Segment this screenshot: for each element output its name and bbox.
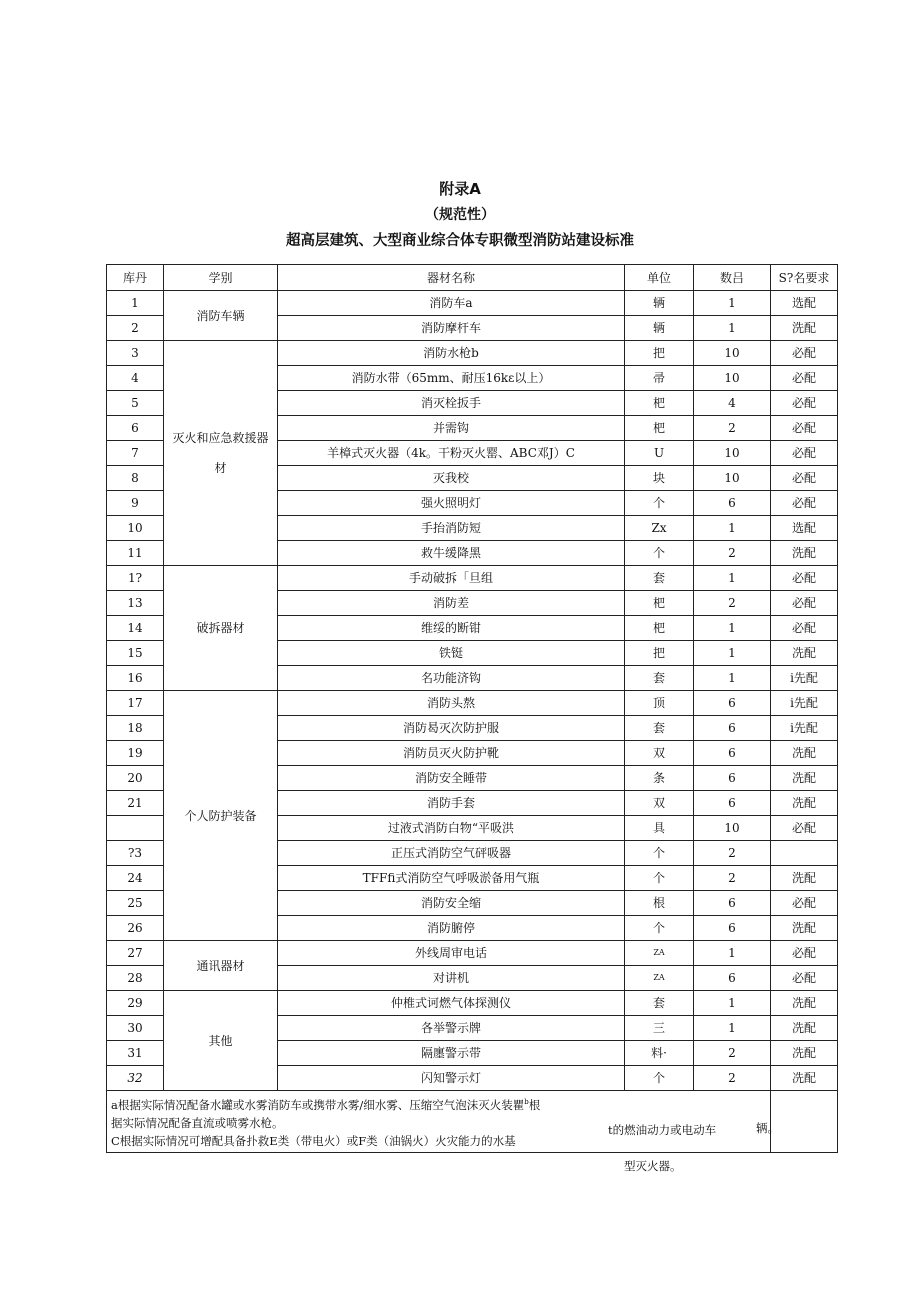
- equipment-name: 名功能济钩: [278, 666, 625, 691]
- category-vehicles: 消防车辆: [164, 291, 278, 341]
- appendix-label: 附录A: [439, 180, 481, 198]
- equipment-table: [106, 264, 838, 1153]
- unit: ZA: [625, 941, 694, 966]
- equipment-name: 并需钩: [278, 416, 625, 441]
- quantity: 6: [694, 716, 771, 741]
- equipment-name: 手动破拆「旦组: [278, 566, 625, 591]
- table-row: [107, 341, 838, 366]
- row-number: 25: [107, 891, 164, 916]
- row-number: 29: [107, 991, 164, 1016]
- category-other: 其他: [164, 991, 278, 1091]
- quantity: 1: [694, 616, 771, 641]
- row-number: 4: [107, 366, 164, 391]
- equipment-name: 消防头熬: [278, 691, 625, 716]
- row-number: 26: [107, 916, 164, 941]
- note-a-end: 辆。: [756, 1121, 779, 1135]
- unit: 根: [625, 891, 694, 916]
- quantity: 6: [694, 791, 771, 816]
- row-number: 2: [107, 316, 164, 341]
- table-row: [107, 691, 838, 716]
- row-number: 1: [107, 291, 164, 316]
- quantity: 1: [694, 316, 771, 341]
- requirement: i先配: [771, 666, 838, 691]
- unit: 帚: [625, 366, 694, 391]
- unit: 个: [625, 541, 694, 566]
- requirement: i先配: [771, 691, 838, 716]
- requirement: 必配: [771, 891, 838, 916]
- unit: 具: [625, 816, 694, 841]
- unit: Zx: [625, 516, 694, 541]
- requirement: 冼配: [771, 991, 838, 1016]
- equipment-name: 消防车a: [278, 291, 625, 316]
- note-a: [111, 1093, 766, 1114]
- unit: 个: [625, 916, 694, 941]
- unit: 套: [625, 991, 694, 1016]
- requirement: 必配: [771, 416, 838, 441]
- unit: 个: [625, 1066, 694, 1091]
- requirement: 冼配: [771, 741, 838, 766]
- requirement: 洗配: [771, 541, 838, 566]
- note-c: C根据实际情况可增配具备扑救E类（带电火）或F类（油锅火）火灾能力的水基: [111, 1133, 516, 1148]
- equipment-name: 消灭栓扳手: [278, 391, 625, 416]
- quantity: 10: [694, 366, 771, 391]
- unit: 套: [625, 716, 694, 741]
- row-number: 8: [107, 466, 164, 491]
- equipment-name: 闪知警示灯: [278, 1066, 625, 1091]
- header-quantity: 数吕: [694, 265, 771, 291]
- quantity: 10: [694, 341, 771, 366]
- quantity: 2: [694, 1041, 771, 1066]
- quantity: 1: [694, 1016, 771, 1041]
- quantity: 10: [694, 466, 771, 491]
- unit: 辆: [625, 316, 694, 341]
- notes-row: [107, 1091, 838, 1153]
- equipment-name: 正压式消防空气砰吸器: [278, 841, 625, 866]
- table-row: [107, 566, 838, 591]
- note-c-continuation: 型灭火器。: [624, 1159, 682, 1173]
- quantity: 2: [694, 866, 771, 891]
- table-row: [107, 291, 838, 316]
- unit: 杷: [625, 616, 694, 641]
- equipment-name: 消防手套: [278, 791, 625, 816]
- equipment-name: 消防安全睡带: [278, 766, 625, 791]
- unit: 杷: [625, 416, 694, 441]
- unit: 把: [625, 341, 694, 366]
- row-number: 16: [107, 666, 164, 691]
- equipment-name: 仲椎式诃燃气体探测仪: [278, 991, 625, 1016]
- quantity: 6: [694, 766, 771, 791]
- quantity: 6: [694, 741, 771, 766]
- equipment-name: 维绥的断钳: [278, 616, 625, 641]
- requirement: 冼配: [771, 1016, 838, 1041]
- row-number: 6: [107, 416, 164, 441]
- header-requirement: S?名要求: [771, 265, 838, 291]
- category-label-line1: 灭火和应急救援器: [172, 431, 269, 445]
- row-number: 19: [107, 741, 164, 766]
- notes-blank-cell: [771, 1091, 838, 1153]
- unit: 个: [625, 866, 694, 891]
- equipment-name: 灭我校: [278, 466, 625, 491]
- row-number: 15: [107, 641, 164, 666]
- requirement: 必配: [771, 941, 838, 966]
- equipment-name: 消防水带（65mm、耐压16kε以上）: [278, 366, 625, 391]
- quantity: 2: [694, 416, 771, 441]
- equipment-name: 隔廛警示带: [278, 1041, 625, 1066]
- requirement: 必配: [771, 391, 838, 416]
- equipment-name: 强火照明灯: [278, 491, 625, 516]
- category-demolition: 破拆器材: [164, 566, 278, 691]
- equipment-name: TFFfi式消防空气呼吸淤备用气瓶: [278, 866, 625, 891]
- requirement: 冼配: [771, 1041, 838, 1066]
- row-number: 5: [107, 391, 164, 416]
- equipment-name: 羊樟式灭火器（4k。干粉灭火罂、ABC邓J）C: [278, 441, 625, 466]
- quantity: 10: [694, 816, 771, 841]
- row-number: 31: [107, 1041, 164, 1066]
- requirement: 必配: [771, 441, 838, 466]
- row-number: 32: [107, 1066, 164, 1091]
- row-number: 13: [107, 591, 164, 616]
- equipment-name: 各举警示牌: [278, 1016, 625, 1041]
- unit: 双: [625, 791, 694, 816]
- row-number: 30: [107, 1016, 164, 1041]
- document-title: 超高层建筑、大型商业综合体专职微型消防站建设标准: [286, 233, 634, 249]
- requirement: 洗配: [771, 316, 838, 341]
- header-number: 库丹: [107, 265, 164, 291]
- unit: 料·: [625, 1041, 694, 1066]
- quantity: 1: [694, 941, 771, 966]
- equipment-name: 消防员灭火防护靴: [278, 741, 625, 766]
- requirement: 必配: [771, 591, 838, 616]
- unit: 杷: [625, 391, 694, 416]
- unit: 辆: [625, 291, 694, 316]
- header-unit: 单位: [625, 265, 694, 291]
- requirement: 冼配: [771, 791, 838, 816]
- requirement: 选配: [771, 291, 838, 316]
- quantity: 1: [694, 516, 771, 541]
- quantity: 10: [694, 441, 771, 466]
- unit: 套: [625, 666, 694, 691]
- row-number: 21: [107, 791, 164, 816]
- row-number: 20: [107, 766, 164, 791]
- quantity: 6: [694, 491, 771, 516]
- requirement: 必配: [771, 966, 838, 991]
- unit: 个: [625, 841, 694, 866]
- quantity: 6: [694, 891, 771, 916]
- requirement: 必配: [771, 491, 838, 516]
- unit: ZA: [625, 966, 694, 991]
- equipment-name: 消防摩杆车: [278, 316, 625, 341]
- quantity: 6: [694, 916, 771, 941]
- header-category: 学别: [164, 265, 278, 291]
- requirement: 必配: [771, 341, 838, 366]
- row-number: 18: [107, 716, 164, 741]
- requirement: 洗配: [771, 916, 838, 941]
- row-number: 28: [107, 966, 164, 991]
- requirement: 必配: [771, 816, 838, 841]
- unit: 条: [625, 766, 694, 791]
- row-number: 24: [107, 866, 164, 891]
- category-label-line2: 材: [214, 461, 227, 475]
- quantity: 2: [694, 541, 771, 566]
- equipment-name: 外线周审电话: [278, 941, 625, 966]
- row-number: 1?: [107, 566, 164, 591]
- row-number: [107, 816, 164, 841]
- table-row: [107, 991, 838, 1016]
- unit: U: [625, 441, 694, 466]
- requirement: 冼配: [771, 766, 838, 791]
- unit: 块: [625, 466, 694, 491]
- quantity: 6: [694, 691, 771, 716]
- row-number: 27: [107, 941, 164, 966]
- equipment-name: 消防安全缩: [278, 891, 625, 916]
- equipment-name: 消防曷灭次防护服: [278, 716, 625, 741]
- normative-label: （规范性）: [425, 207, 495, 223]
- row-number: 14: [107, 616, 164, 641]
- quantity: 6: [694, 966, 771, 991]
- note-a-text: a根据实际情况配备水罐或水雾消防车或携带水雾/细水雾、压缩空气泡沫灭火装瞿: [111, 1097, 525, 1112]
- quantity: 1: [694, 566, 771, 591]
- equipment-name: 对讲机: [278, 966, 625, 991]
- row-number: 17: [107, 691, 164, 716]
- requirement: i先配: [771, 716, 838, 741]
- quantity: 4: [694, 391, 771, 416]
- equipment-name: 过液式消防白物“平吸洪: [278, 816, 625, 841]
- note-a-mid: 根: [528, 1097, 541, 1112]
- quantity: 1: [694, 291, 771, 316]
- requirement: 必配: [771, 616, 838, 641]
- requirement: 必配: [771, 466, 838, 491]
- row-number: 9: [107, 491, 164, 516]
- quantity: 2: [694, 1066, 771, 1091]
- table-header-row: [107, 265, 838, 291]
- category-personal-protection: 个人防护装备: [164, 691, 278, 941]
- equipment-name: 消防水枪b: [278, 341, 625, 366]
- note-b: 据实际情况配备直流或喷雾水枪。: [111, 1115, 284, 1130]
- unit: 套: [625, 566, 694, 591]
- equipment-name: 铁铤: [278, 641, 625, 666]
- row-number: 10: [107, 516, 164, 541]
- category-communications: 通讯器材: [164, 941, 278, 991]
- note-a-continuation: t的燃油动力或电动车: [608, 1123, 717, 1137]
- quantity: 1: [694, 991, 771, 1016]
- equipment-name: 消防腑停: [278, 916, 625, 941]
- row-number: 7: [107, 441, 164, 466]
- unit: 杷: [625, 591, 694, 616]
- row-number: 11: [107, 541, 164, 566]
- requirement: 选配: [771, 516, 838, 541]
- table-row: [107, 941, 838, 966]
- unit: 把: [625, 641, 694, 666]
- equipment-name: 消防差: [278, 591, 625, 616]
- unit: 顶: [625, 691, 694, 716]
- quantity: 1: [694, 641, 771, 666]
- note-a-superscript: b: [524, 1098, 529, 1106]
- requirement: 冼配: [771, 1066, 838, 1091]
- requirement: 必配: [771, 566, 838, 591]
- unit: 三: [625, 1016, 694, 1041]
- header-equipment-name: 器材名称: [278, 265, 625, 291]
- category-firefighting-rescue: [164, 341, 278, 566]
- requirement: [771, 841, 838, 866]
- quantity: 2: [694, 841, 771, 866]
- unit: 双: [625, 741, 694, 766]
- row-number: ?3: [107, 841, 164, 866]
- unit: 个: [625, 491, 694, 516]
- requirement: 洗配: [771, 866, 838, 891]
- equipment-name: 手抬消防短: [278, 516, 625, 541]
- requirement: 冼配: [771, 641, 838, 666]
- requirement: 必配: [771, 366, 838, 391]
- row-number: 3: [107, 341, 164, 366]
- equipment-name: 救牛缓降黑: [278, 541, 625, 566]
- quantity: 2: [694, 591, 771, 616]
- quantity: 1: [694, 666, 771, 691]
